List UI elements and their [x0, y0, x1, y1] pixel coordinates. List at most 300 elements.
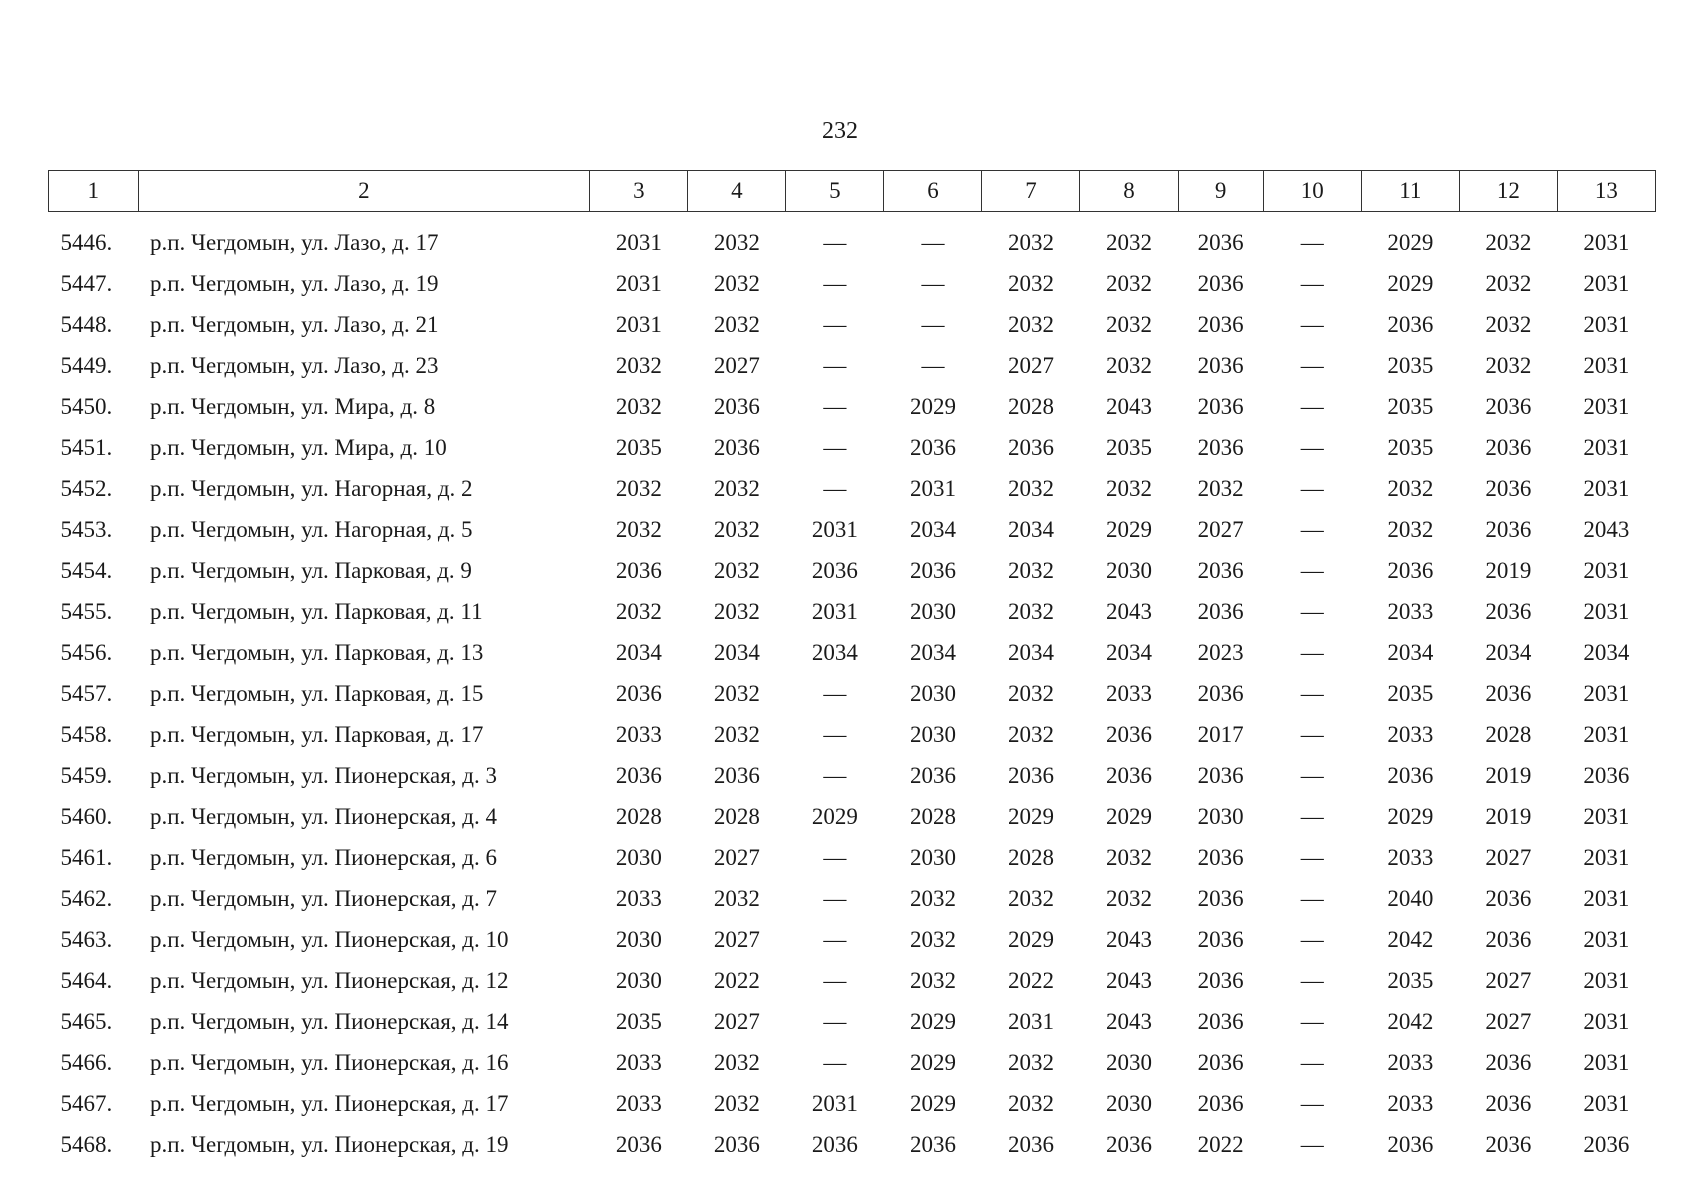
year-cell: —	[823, 1008, 847, 1034]
year-cell: 2028	[909, 803, 956, 829]
address-cell: р.п. Чегдомын, ул. Лазо, д. 17	[150, 229, 439, 255]
year-cell: 2036	[1197, 762, 1244, 788]
year-cell: 2034	[909, 639, 956, 665]
year-cell: 2034	[713, 639, 760, 665]
year-cell: —	[921, 270, 945, 296]
year-cell: —	[823, 352, 847, 378]
year-cell: 2032	[1387, 516, 1434, 542]
year-cell: 2031	[1583, 721, 1630, 747]
year-cell: 2031	[811, 516, 858, 542]
year-cell: 2027	[1485, 967, 1532, 993]
year-cell: 2036	[909, 762, 956, 788]
year-cell: —	[921, 229, 945, 255]
year-cell: 2036	[1197, 967, 1244, 993]
year-cell: 2017	[1197, 721, 1244, 747]
address-cell: р.п. Чегдомын, ул. Мира, д. 8	[150, 393, 436, 419]
year-cell: —	[1300, 844, 1324, 870]
year-cell: —	[1300, 926, 1324, 952]
year-cell: 2035	[1106, 434, 1152, 460]
year-cell: 2028	[713, 803, 760, 829]
year-cell: 2036	[1197, 352, 1244, 378]
row-number: 5460.	[60, 803, 113, 829]
year-cell: 2031	[1583, 393, 1630, 419]
table-row	[49, 1042, 1656, 1083]
year-cell: 2031	[1583, 1090, 1630, 1116]
year-cell: 2036	[1197, 270, 1244, 296]
year-cell: 2036	[615, 680, 662, 706]
year-cell: 2029	[1387, 270, 1434, 296]
year-cell: 2033	[615, 1049, 662, 1075]
year-cell: 2032	[615, 393, 662, 419]
year-cell: 2036	[1197, 434, 1244, 460]
table-body	[49, 212, 1656, 1166]
year-cell: 2032	[1197, 475, 1244, 501]
table-row	[49, 212, 1656, 264]
year-cell: 2034	[1387, 639, 1434, 665]
year-cell: 2036	[1387, 557, 1434, 583]
year-cell: —	[1300, 1008, 1324, 1034]
address-cell: р.п. Чегдомын, ул. Парковая, д. 15	[150, 680, 484, 706]
table-row	[49, 427, 1656, 468]
table-row	[49, 550, 1656, 591]
year-cell: 2032	[909, 885, 956, 911]
year-cell: 2035	[1387, 680, 1434, 706]
year-cell: 2034	[1106, 639, 1152, 665]
row-number: 5451.	[60, 434, 113, 460]
row-number: 5456.	[60, 639, 113, 665]
table-row	[49, 673, 1656, 714]
year-cell: 2030	[1197, 803, 1244, 829]
table-row	[49, 837, 1656, 878]
year-cell: 2034	[811, 639, 858, 665]
year-cell: 2032	[713, 598, 760, 624]
year-cell: 2036	[909, 557, 956, 583]
year-cell: —	[1300, 1090, 1324, 1116]
year-cell: 2030	[615, 967, 662, 993]
year-cell: —	[823, 885, 847, 911]
year-cell: —	[1300, 967, 1324, 993]
year-cell: 2036	[1485, 1090, 1532, 1116]
year-cell: —	[1300, 1131, 1324, 1157]
year-cell: 2032	[615, 516, 662, 542]
row-number: 5459.	[60, 762, 113, 788]
year-cell: 2019	[1485, 557, 1532, 583]
year-cell: 2032	[1007, 475, 1054, 501]
year-cell: 2032	[615, 598, 662, 624]
year-cell: 2036	[615, 557, 662, 583]
year-cell: 2032	[909, 967, 956, 993]
year-cell: 2030	[1106, 1090, 1152, 1116]
year-cell: 2033	[615, 885, 662, 911]
year-cell: 2036	[1485, 475, 1532, 501]
year-cell: 2030	[1106, 1049, 1152, 1075]
address-cell: р.п. Чегдомын, ул. Пионерская, д. 6	[150, 844, 498, 870]
year-cell: 2036	[1197, 885, 1244, 911]
year-cell: 2032	[713, 721, 760, 747]
register-table	[48, 170, 1656, 1165]
year-cell: 2032	[1007, 1049, 1054, 1075]
year-cell: 2029	[909, 393, 956, 419]
year-cell: 2036	[1197, 1090, 1244, 1116]
year-cell: 2036	[1106, 1131, 1152, 1157]
row-number: 5461.	[60, 844, 113, 870]
row-number: 5468.	[60, 1131, 113, 1157]
year-cell: 2036	[1387, 311, 1434, 337]
year-cell: 2032	[1007, 270, 1054, 296]
year-cell: 2032	[1007, 1090, 1054, 1116]
year-cell: 2030	[909, 598, 956, 624]
year-cell: 2031	[1583, 352, 1630, 378]
year-cell: 2032	[713, 557, 760, 583]
year-cell: 2032	[1106, 270, 1152, 296]
year-cell: 2043	[1583, 516, 1630, 542]
year-cell: 2032	[1007, 885, 1054, 911]
page-number: 232	[822, 118, 858, 144]
column-header-8: 8	[1080, 171, 1178, 212]
year-cell: 2036	[1197, 1008, 1244, 1034]
year-cell: 2036	[615, 1131, 662, 1157]
year-cell: 2036	[1583, 762, 1630, 788]
year-cell: 2032	[1106, 352, 1152, 378]
year-cell: 2032	[1485, 270, 1532, 296]
year-cell: 2036	[1485, 885, 1532, 911]
year-cell: 2036	[1197, 557, 1244, 583]
year-cell: —	[1300, 680, 1324, 706]
year-cell: 2036	[1485, 434, 1532, 460]
year-cell: 2043	[1106, 393, 1152, 419]
year-cell: 2031	[615, 311, 662, 337]
year-cell: 2032	[909, 926, 956, 952]
year-cell: 2030	[615, 926, 662, 952]
column-header-6: 6	[884, 171, 982, 212]
address-cell: р.п. Чегдомын, ул. Парковая, д. 17	[150, 721, 484, 747]
year-cell: 2031	[1583, 598, 1630, 624]
table-row	[49, 632, 1656, 673]
year-cell: 2029	[1106, 803, 1152, 829]
address-cell: р.п. Чегдомын, ул. Пионерская, д. 4	[150, 803, 498, 829]
year-cell: 2032	[1007, 557, 1054, 583]
row-number: 5467.	[60, 1090, 113, 1116]
year-cell: 2027	[713, 926, 760, 952]
year-cell: 2036	[1197, 311, 1244, 337]
year-cell: 2036	[1197, 926, 1244, 952]
year-cell: 2031	[811, 1090, 858, 1116]
year-cell: —	[1300, 803, 1324, 829]
table-row	[49, 468, 1656, 509]
year-cell: 2022	[1007, 967, 1054, 993]
year-cell: 2036	[1485, 516, 1532, 542]
column-header-13: 13	[1557, 171, 1655, 212]
year-cell: 2032	[1007, 229, 1054, 255]
year-cell: 2036	[1106, 762, 1152, 788]
year-cell: 2031	[1583, 844, 1630, 870]
year-cell: 2027	[713, 844, 760, 870]
year-cell: —	[1300, 762, 1324, 788]
year-cell: 2028	[1007, 393, 1054, 419]
year-cell: 2032	[713, 516, 760, 542]
year-cell: —	[823, 844, 847, 870]
year-cell: 2029	[1106, 516, 1152, 542]
year-cell: 2032	[713, 885, 760, 911]
year-cell: 2033	[615, 721, 662, 747]
year-cell: 2036	[1197, 229, 1244, 255]
year-cell: —	[1300, 639, 1324, 665]
year-cell: 2027	[713, 1008, 760, 1034]
year-cell: 2032	[1007, 598, 1054, 624]
row-number: 5448.	[60, 311, 113, 337]
year-cell: 2035	[615, 1008, 662, 1034]
year-cell: 2032	[1106, 229, 1152, 255]
address-cell: р.п. Чегдомын, ул. Пионерская, д. 3	[150, 762, 498, 788]
row-number: 5463.	[60, 926, 113, 952]
address-cell: р.п. Чегдомын, ул. Парковая, д. 11	[150, 598, 483, 624]
year-cell: 2032	[713, 680, 760, 706]
year-cell: 2028	[615, 803, 662, 829]
year-cell: —	[921, 311, 945, 337]
year-cell: 2031	[1007, 1008, 1054, 1034]
year-cell: —	[921, 352, 945, 378]
year-cell: 2032	[1007, 311, 1054, 337]
year-cell: —	[823, 762, 847, 788]
year-cell: 2029	[909, 1090, 956, 1116]
year-cell: 2031	[811, 598, 858, 624]
year-cell: 2036	[1197, 844, 1244, 870]
year-cell: —	[823, 434, 847, 460]
year-cell: 2043	[1106, 1008, 1152, 1034]
year-cell: 2036	[1007, 434, 1054, 460]
year-cell: —	[1300, 475, 1324, 501]
year-cell: 2029	[909, 1008, 956, 1034]
table-row	[49, 919, 1656, 960]
column-header-9: 9	[1178, 171, 1263, 212]
table-row	[49, 878, 1656, 919]
year-cell: 2033	[615, 1090, 662, 1116]
year-cell: 2034	[1485, 639, 1532, 665]
year-cell: 2032	[713, 1090, 760, 1116]
column-header-5: 5	[786, 171, 884, 212]
table-row	[49, 755, 1656, 796]
year-cell: 2036	[909, 434, 956, 460]
column-header-1: 1	[49, 171, 139, 212]
year-cell: —	[1300, 885, 1324, 911]
row-number: 5446.	[60, 229, 113, 255]
year-cell: 2031	[1583, 803, 1630, 829]
year-cell: 2036	[1485, 680, 1532, 706]
year-cell: 2036	[713, 393, 760, 419]
year-cell: 2032	[1387, 475, 1434, 501]
year-cell: 2042	[1387, 1008, 1434, 1034]
year-cell: 2031	[1583, 967, 1630, 993]
row-number: 5462.	[60, 885, 113, 911]
year-cell: 2036	[1106, 721, 1152, 747]
year-cell: 2035	[1387, 434, 1434, 460]
year-cell: 2029	[909, 1049, 956, 1075]
year-cell: 2031	[615, 229, 662, 255]
year-cell: 2032	[713, 475, 760, 501]
address-cell: р.п. Чегдомын, ул. Пионерская, д. 12	[150, 967, 509, 993]
year-cell: 2032	[615, 475, 662, 501]
year-cell: 2033	[1387, 844, 1434, 870]
year-cell: —	[1300, 598, 1324, 624]
address-cell: р.п. Чегдомын, ул. Пионерская, д. 14	[150, 1008, 509, 1034]
table-row	[49, 386, 1656, 427]
address-cell: р.п. Чегдомын, ул. Парковая, д. 13	[150, 639, 484, 665]
year-cell: 2030	[909, 680, 956, 706]
year-cell: 2031	[1583, 885, 1630, 911]
year-cell: 2034	[1583, 639, 1630, 665]
row-number: 5453.	[60, 516, 113, 542]
year-cell: 2034	[1007, 516, 1054, 542]
year-cell: 2036	[1007, 1131, 1054, 1157]
year-cell: 2036	[1387, 1131, 1434, 1157]
address-cell: р.п. Чегдомын, ул. Пионерская, д. 19	[150, 1131, 509, 1157]
year-cell: —	[823, 680, 847, 706]
year-cell: —	[823, 270, 847, 296]
row-number: 5465.	[60, 1008, 113, 1034]
row-number: 5464.	[60, 967, 113, 993]
year-cell: —	[823, 1049, 847, 1075]
year-cell: 2036	[1197, 1049, 1244, 1075]
year-cell: 2040	[1387, 885, 1434, 911]
year-cell: 2032	[1485, 352, 1532, 378]
year-cell: 2036	[1387, 762, 1434, 788]
year-cell: —	[823, 721, 847, 747]
year-cell: 2029	[1387, 803, 1434, 829]
table-row	[49, 263, 1656, 304]
year-cell: 2027	[1485, 844, 1532, 870]
year-cell: 2027	[1007, 352, 1054, 378]
year-cell: 2027	[1485, 1008, 1532, 1034]
year-cell: 2036	[615, 762, 662, 788]
address-cell: р.п. Чегдомын, ул. Лазо, д. 21	[150, 311, 439, 337]
year-cell: 2036	[1485, 926, 1532, 952]
address-cell: р.п. Чегдомын, ул. Нагорная, д. 5	[150, 516, 473, 542]
address-cell: р.п. Чегдомын, ул. Мира, д. 10	[150, 434, 447, 460]
row-number: 5450.	[60, 393, 113, 419]
row-number: 5449.	[60, 352, 113, 378]
year-cell: 2034	[615, 639, 662, 665]
table-row	[49, 345, 1656, 386]
table-row	[49, 796, 1656, 837]
year-cell: 2031	[1583, 475, 1630, 501]
row-number: 5466.	[60, 1049, 113, 1075]
year-cell: 2032	[1485, 229, 1532, 255]
row-number: 5455.	[60, 598, 113, 624]
year-cell: 2036	[1583, 1131, 1630, 1157]
address-cell: р.п. Чегдомын, ул. Пионерская, д. 16	[150, 1049, 509, 1075]
year-cell: 2033	[1387, 598, 1434, 624]
column-header-7: 7	[982, 171, 1080, 212]
year-cell: 2032	[713, 311, 760, 337]
header-row	[49, 171, 1656, 212]
year-cell: 2036	[713, 1131, 760, 1157]
year-cell: 2030	[1106, 557, 1152, 583]
year-cell: 2032	[713, 1049, 760, 1075]
year-cell: 2033	[1106, 680, 1152, 706]
year-cell: 2031	[1583, 434, 1630, 460]
year-cell: 2032	[1106, 311, 1152, 337]
year-cell: —	[1300, 557, 1324, 583]
year-cell: 2032	[713, 229, 760, 255]
year-cell: —	[1300, 434, 1324, 460]
year-cell: 2022	[713, 967, 760, 993]
year-cell: —	[1300, 721, 1324, 747]
year-cell: 2035	[1387, 352, 1434, 378]
year-cell: 2035	[615, 434, 662, 460]
year-cell: 2031	[1583, 311, 1630, 337]
row-number: 5457.	[60, 680, 113, 706]
year-cell: 2034	[909, 516, 956, 542]
year-cell: 2019	[1485, 803, 1532, 829]
year-cell: 2036	[1197, 598, 1244, 624]
year-cell: 2031	[1583, 229, 1630, 255]
year-cell: 2028	[1007, 844, 1054, 870]
row-number: 5454.	[60, 557, 113, 583]
year-cell: 2031	[1583, 926, 1630, 952]
year-cell: —	[1300, 311, 1324, 337]
year-cell: 2033	[1387, 1090, 1434, 1116]
year-cell: —	[1300, 1049, 1324, 1075]
year-cell: 2030	[909, 844, 956, 870]
year-cell: 2022	[1197, 1131, 1244, 1157]
year-cell: —	[823, 967, 847, 993]
address-cell: р.п. Чегдомын, ул. Пионерская, д. 17	[150, 1090, 509, 1116]
table-row	[49, 1124, 1656, 1165]
column-header-3: 3	[590, 171, 688, 212]
year-cell: 2036	[1197, 680, 1244, 706]
year-cell: 2035	[1387, 967, 1434, 993]
year-cell: 2031	[1583, 557, 1630, 583]
year-cell: 2043	[1106, 967, 1152, 993]
year-cell: 2032	[1007, 680, 1054, 706]
table-row	[49, 591, 1656, 632]
year-cell: 2035	[1387, 393, 1434, 419]
row-number: 5458.	[60, 721, 113, 747]
year-cell: 2031	[1583, 270, 1630, 296]
year-cell: 2036	[811, 1131, 858, 1157]
year-cell: 2029	[1007, 926, 1054, 952]
year-cell: —	[823, 393, 847, 419]
table-row	[49, 1083, 1656, 1124]
column-header-10: 10	[1263, 171, 1361, 212]
address-cell: р.п. Чегдомын, ул. Нагорная, д. 2	[150, 475, 473, 501]
year-cell: 2036	[713, 762, 760, 788]
column-header-12: 12	[1459, 171, 1557, 212]
year-cell: 2036	[1485, 1049, 1532, 1075]
column-header-2: 2	[138, 171, 590, 212]
year-cell: 2031	[615, 270, 662, 296]
year-cell: 2031	[1583, 1008, 1630, 1034]
year-cell: —	[823, 926, 847, 952]
row-number: 5447.	[60, 270, 113, 296]
year-cell: —	[1300, 516, 1324, 542]
year-cell: 2036	[1485, 1131, 1532, 1157]
year-cell: 2043	[1106, 598, 1152, 624]
year-cell: 2029	[1007, 803, 1054, 829]
table-row	[49, 304, 1656, 345]
year-cell: 2029	[811, 803, 858, 829]
register-table-container	[48, 170, 1656, 1165]
year-cell: 2031	[909, 475, 956, 501]
table-row	[49, 509, 1656, 550]
year-cell: —	[823, 475, 847, 501]
year-cell: 2032	[1106, 844, 1152, 870]
year-cell: 2036	[713, 434, 760, 460]
year-cell: 2027	[1197, 516, 1244, 542]
year-cell: 2033	[1387, 721, 1434, 747]
year-cell: —	[1300, 229, 1324, 255]
year-cell: —	[823, 229, 847, 255]
